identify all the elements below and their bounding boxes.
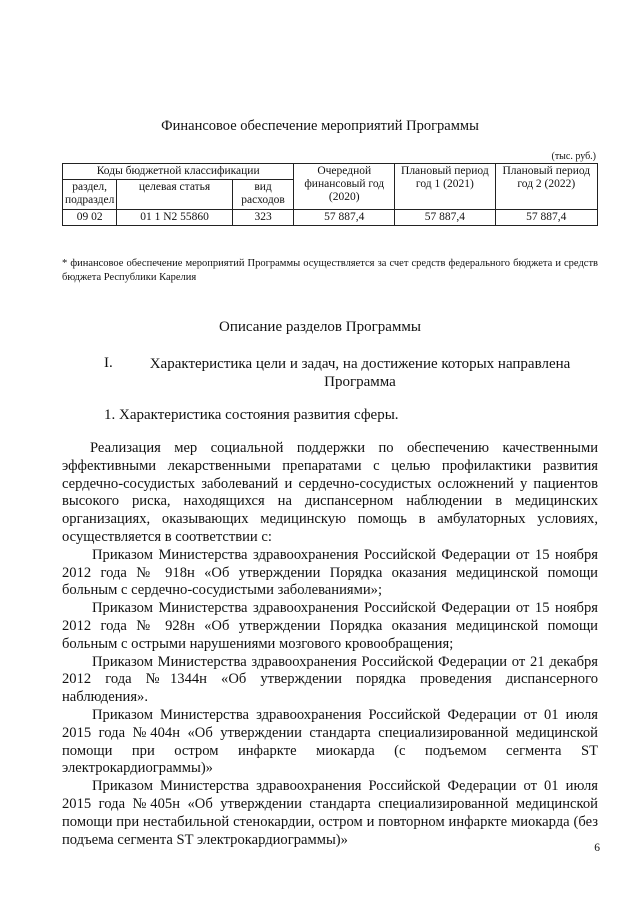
header-next-year: Очередной финансовый год (2020) [294,164,395,210]
header-target: целевая статья [117,180,232,209]
body-text [62,440,598,849]
financial-title: Финансовое обеспечение мероприятий Программы [161,118,479,134]
header-section: раздел, подраздел [63,180,117,209]
cell-next-year: 57 887,4 [294,209,395,225]
paragraph: Приказом Министерства здравоохранения Российской Федерации от 01 июля 2015 года №404н «Об утверждении стандарта специализированной медицинской помощи при остром инфаркте миокарда (с подъемом сегмента ST электрокардиограммы)» [62,706,598,777]
sections-title: Описание разделов Программы [219,319,421,335]
paragraph: Приказом Министерства здравоохранения Российской Федерации от 21 декабря 2012 года №1344н «Об утверждении порядка проведения диспансерного наблюдения». [62,653,598,706]
unit-label: (тыс. руб.) [551,151,596,162]
financial-table [62,163,598,226]
cell-kind: 323 [232,209,294,225]
cell-plan-year-2: 57 887,4 [495,209,597,225]
cell-target: 01 1 N2 55860 [117,209,232,225]
page-number: 6 [594,842,600,854]
paragraph: Приказом Министерства здравоохранения Российской Федерации от 01 июля 2015 года №405н «Об утверждении стандарта специализированной медицинской помощи при нестабильной стенокардии, остром и повторном инфаркте миокарда (без подъема сегмента ST электрокардиограммы)» [62,778,598,848]
cell-plan-year-1: 57 887,4 [395,209,495,225]
subsection-title: 1. Характеристика состояния развития сферы. [104,407,399,423]
paragraph: Приказом Министерства здравоохранения Российской Федерации от 15 ноября 2012 года № 918н «Об утверждении Порядка оказания медицинской помощи больным с сердечно-сосудистыми заболеваниями»; [62,546,598,599]
cell-section: 09 02 [63,209,117,225]
paragraph: Реализация мер социальной поддержки по обеспечению качественными эффективными лекарственными препаратами с целью профилактики развития сердечно-сосудистых заболеваний и сердечно-сосудистых осложнений у пациентов высокого риска, находящихся на диспансерном наблюдении в медицинских организациях, оказывающих медицинскую помощь в амбулаторных условиях, осуществляется в соответствии с: [62,440,598,545]
table-footnote: * финансовое обеспечение мероприятий Программы осуществляется за счет средств федерального бюджета и средств бюджета Республики Карелия [62,258,598,283]
header-plan-year-2: Плановый период год 2 (2022) [495,164,597,210]
chapter-number: I. [104,355,113,371]
header-codes: Коды бюджетной классификации [63,164,294,180]
table-row [63,209,598,225]
paragraph: Приказом Министерства здравоохранения Российской Федерации от 15 ноября 2012 года № 928н «Об утверждении Порядка оказания медицинской помощи больным с острыми нарушениями мозгового кровообращения; [62,600,598,652]
header-kind: вид расходов [232,180,294,209]
chapter-title: Характеристика цели и задач, на достижение которых направлена Программа [149,356,571,390]
header-plan-year-1: Плановый период год 1 (2021) [395,164,495,210]
table-header-row [63,164,598,180]
